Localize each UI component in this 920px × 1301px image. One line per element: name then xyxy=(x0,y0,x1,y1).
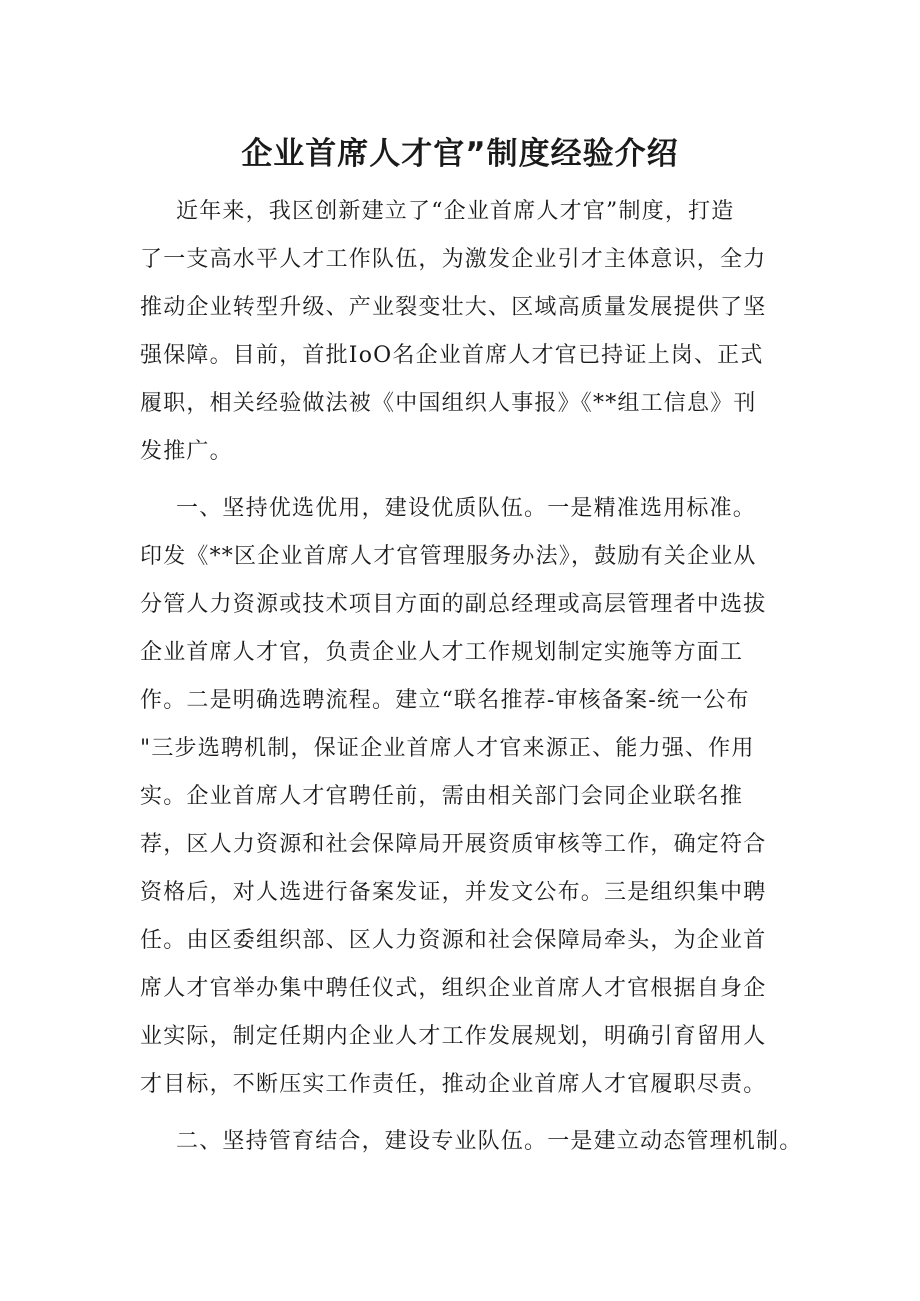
paragraph-line: "三步选聘机制，保证企业首席人才官来源正、能力强、作用 xyxy=(140,736,755,761)
paragraph-line: 企业首席人才官，负责企业人才工作规划制定实施等方面工 xyxy=(140,640,744,665)
paragraph-line: 发推广。 xyxy=(140,439,233,464)
paragraph-line: 任。由区委组织部、区人力资源和社会保障局牵头，为企业首 xyxy=(140,928,767,953)
paragraph-line: 二、坚持管育结合，建设专业队伍。一是建立动态管理机制。 xyxy=(176,1129,803,1154)
paragraph-line: 履职，相关经验做法被《中国组织人事报》《**组工信息》刊 xyxy=(140,391,757,416)
paragraph-line: 一、坚持优选优用，建设优质队伍。一是精准选用标准。 xyxy=(176,496,757,521)
paragraph-line: 席人才官举办集中聘任仪式，组织企业首席人才官根据自身企 xyxy=(140,976,767,1001)
paragraph-line: 印发《**区企业首席人才官管理服务办法》，鼓励有关企业从 xyxy=(140,544,757,569)
paragraph-line: 强保障。目前，首批IoO名企业首席人才官已持证上岗、正式 xyxy=(140,343,764,368)
paragraph-line: 业实际，制定任期内企业人才工作发展规划，明确引育留用人 xyxy=(140,1024,767,1049)
paragraph-line: 了一支高水平人才工作队伍，为激发企业引才主体意识，全力 xyxy=(140,247,767,272)
paragraph-line: 资格后，对人选进行备案发证，并发文公布。三是组织集中聘 xyxy=(140,880,767,905)
paragraph-line: 作。二是明确选聘流程。建立“联名推荐-审核备案-统一公布 xyxy=(140,688,750,713)
paragraph-line: 近年来，我区创新建立了“企业首席人才官”制度，打造 xyxy=(176,199,735,224)
paragraph-line: 荐，区人力资源和社会保障局开展资质审核等工作，确定符合 xyxy=(140,832,767,857)
paragraph-line: 实。企业首席人才官聘任前，需由相关部门会同企业联名推 xyxy=(140,784,744,809)
document-title: 企业首席人才官”制度经验介绍 xyxy=(241,136,679,172)
paragraph-line: 才目标，不断压实工作责任，推动企业首席人才官履职尽责。 xyxy=(140,1072,767,1097)
paragraph-line: 推动企业转型升级、产业裂变壮大、区域高质量发展提供了坚 xyxy=(140,295,767,320)
paragraph-line: 分管人力资源或技术项目方面的副总经理或高层管理者中选拔 xyxy=(140,592,767,617)
